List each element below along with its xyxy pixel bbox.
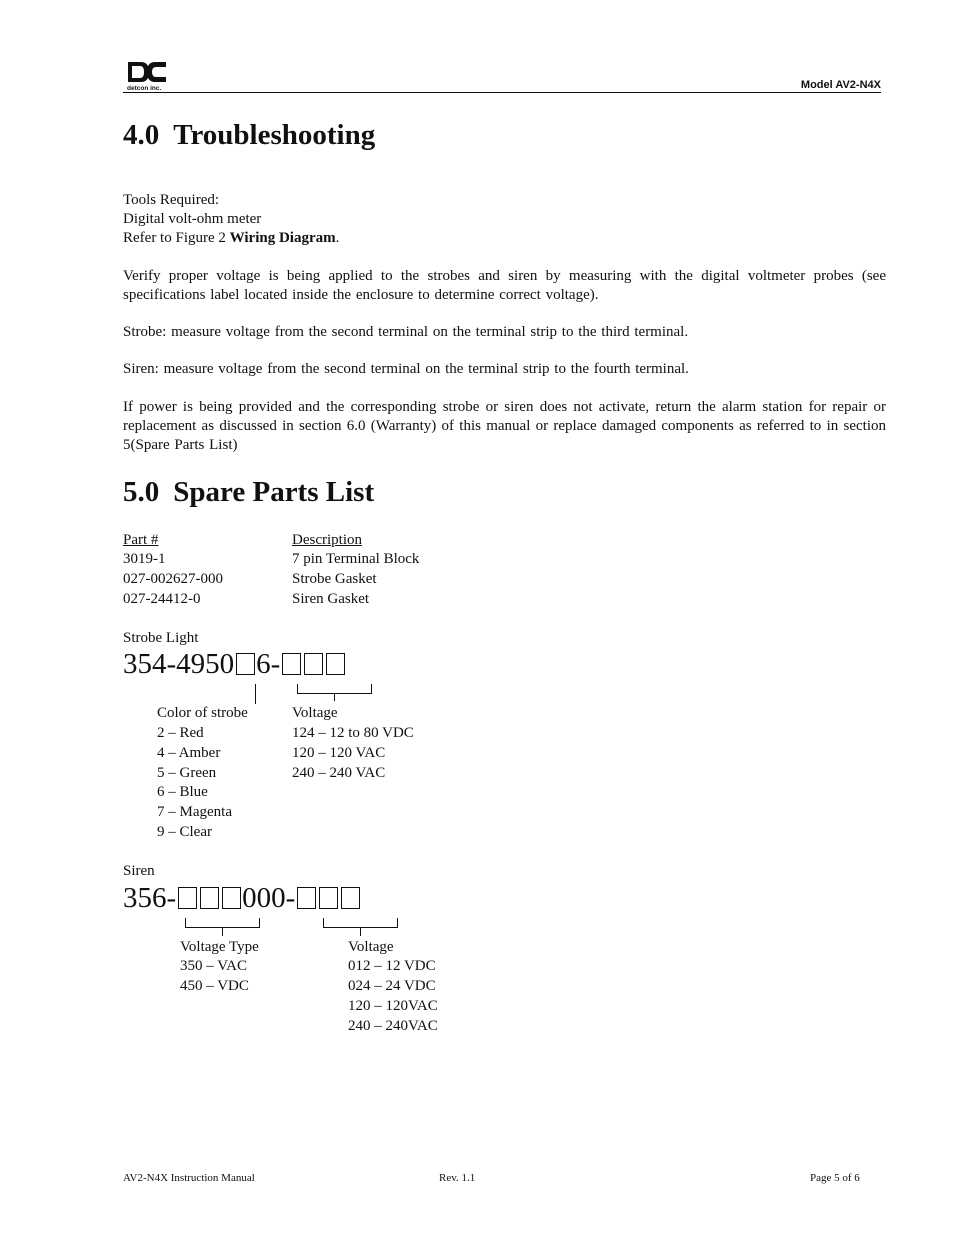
footer-page-number: Page 5 of 6 — [810, 1172, 860, 1184]
footer-manual-title: AV2-N4X Instruction Manual — [123, 1172, 255, 1184]
section-number: 4.0 — [123, 119, 160, 151]
siren-voltage-option: 024 – 24 VDC — [348, 978, 436, 994]
color-option: 2 – Red — [157, 725, 204, 741]
strobe-light-label: Strobe Light — [123, 630, 199, 646]
svg-text:detcon inc.: detcon inc. — [127, 85, 162, 92]
siren-paragraph: Siren: measure voltage from the second terminal on the terminal strip to the fourth terminal. — [123, 361, 689, 377]
voltage-type-bracket-tick — [222, 927, 223, 936]
strobe-voltage-option: 124 – 12 to 80 VDC — [292, 725, 414, 741]
description-header — [292, 531, 362, 550]
part-number-header-text: Part # — [123, 532, 159, 548]
detcon-logo — [127, 60, 167, 92]
part-description: Strobe Gasket — [292, 571, 377, 587]
code-box — [304, 653, 323, 675]
strobe-paragraph: Strobe: measure voltage from the second terminal on the terminal strip to the third terminal. — [123, 324, 689, 340]
code-box — [326, 653, 345, 675]
voltage-bracket-tick — [334, 693, 335, 701]
siren-voltage-option: 120 – 120VAC — [348, 998, 438, 1014]
voltage-type-header: Voltage Type — [180, 939, 259, 955]
verify-paragraph: Verify proper voltage is being applied to the strobes and siren by measuring with the digital voltmeter probes (see specifications label located inside the enclosure to determine correct voltage). — [123, 268, 886, 303]
description-header-text: Description — [292, 532, 362, 548]
header-divider — [123, 92, 881, 93]
part-description: 7 pin Terminal Block — [292, 551, 420, 567]
strobe-code-prefix: 354-4950 — [123, 648, 235, 680]
code-box — [282, 653, 301, 675]
code-box — [319, 887, 338, 909]
siren-label: Siren — [123, 863, 155, 879]
siren-code-middle: 000- — [242, 882, 296, 914]
code-box — [200, 887, 219, 909]
part-description: Siren Gasket — [292, 591, 370, 607]
part-number: 027-24412-0 — [123, 591, 201, 607]
color-option: 9 – Clear — [157, 824, 212, 840]
figure-reference-text: Refer to Figure 2 — [123, 230, 230, 246]
voltage-type-option: 350 – VAC — [180, 958, 247, 974]
part-number: 3019-1 — [123, 551, 166, 567]
strobe-voltage-header: Voltage — [292, 705, 338, 721]
model-label: Model AV2-N4X — [800, 79, 881, 91]
spare-parts-heading — [123, 476, 374, 509]
part-number: 027-002627-000 — [123, 571, 223, 587]
siren-part-code — [123, 882, 361, 915]
voltage-type-option: 450 – VDC — [180, 978, 249, 994]
footer-revision: Rev. 1.1 — [439, 1172, 476, 1184]
siren-voltage-header: Voltage — [348, 939, 394, 955]
code-box — [236, 653, 255, 675]
troubleshooting-heading — [123, 119, 375, 152]
strobe-code-middle: 6- — [256, 648, 281, 680]
figure-reference — [123, 229, 339, 248]
color-option: 7 – Magenta — [157, 804, 232, 820]
siren-code-prefix: 356- — [123, 882, 177, 914]
tool-item: Digital volt-ohm meter — [123, 211, 262, 227]
figure-reference-end: . — [335, 230, 340, 246]
siren-voltage-bracket-tick — [360, 927, 361, 936]
color-header: Color of strobe — [157, 705, 248, 721]
power-paragraph: If power is being provided and the corresponding strobe or siren does not activate, return the alarm station for repair or replacement as discussed in section 6.0 (Warranty) of this manual or replace damaged components as referred to in section 5(Spare Parts List) — [123, 399, 886, 453]
code-box — [341, 887, 360, 909]
color-option: 5 – Green — [157, 765, 217, 781]
code-box — [222, 887, 241, 909]
strobe-voltage-option: 240 – 240 VAC — [292, 765, 386, 781]
part-number-header — [123, 531, 158, 550]
color-indicator-line — [255, 684, 256, 704]
section-title: Spare Parts List — [173, 476, 375, 508]
color-option: 4 – Amber — [157, 745, 221, 761]
color-option: 6 – Blue — [157, 784, 208, 800]
tools-required-label: Tools Required: — [123, 192, 220, 208]
siren-voltage-option: 012 – 12 VDC — [348, 958, 436, 974]
siren-voltage-option: 240 – 240VAC — [348, 1018, 438, 1034]
code-box — [178, 887, 197, 909]
code-box — [297, 887, 316, 909]
strobe-part-code — [123, 648, 346, 681]
section-number: 5.0 — [123, 476, 160, 508]
section-title: Troubleshooting — [173, 119, 376, 151]
wiring-diagram-ref: Wiring Diagram — [229, 230, 336, 246]
strobe-voltage-option: 120 – 120 VAC — [292, 745, 386, 761]
